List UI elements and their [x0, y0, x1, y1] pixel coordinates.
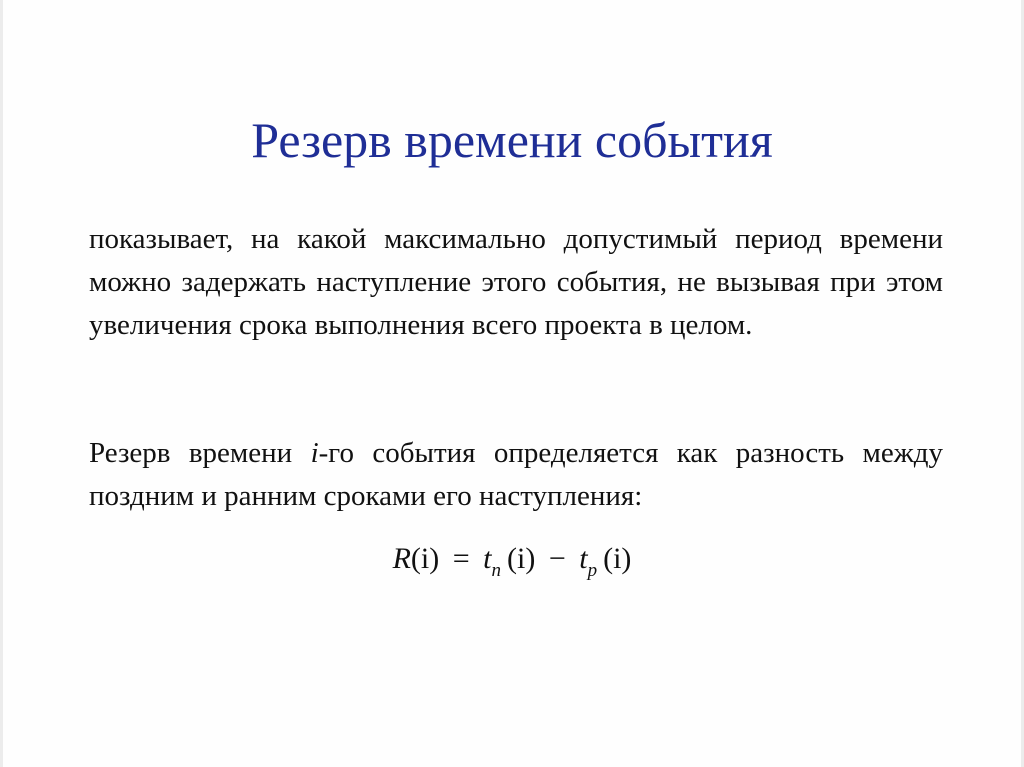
formula-lhs-arg: (i) — [410, 542, 440, 575]
rule-prefix: Резерв времени — [89, 437, 311, 469]
formula-equals: = — [452, 542, 470, 575]
definition-text: показывает, на какой максимально допустимый период времени можно задержать наступление этого события, не вызывая при этом увеличения срока выполнения всего проекта в целом. — [89, 223, 943, 341]
formula-t1-subscript: п — [491, 560, 501, 581]
slide-title: Резерв времени события — [251, 112, 773, 168]
formula-t1-symbol: t — [483, 542, 492, 575]
formula-lhs-symbol: R — [392, 542, 411, 575]
rule-suffix: -го события определяется как разность между поздним и ранним сроками его наступления: — [89, 437, 943, 512]
formula-t2-arg: (i) — [603, 542, 632, 575]
formula-t2-subscript: р — [587, 560, 598, 581]
rule-variable: i — [310, 437, 319, 469]
rule-text — [89, 432, 943, 518]
formula — [3, 542, 1021, 581]
formula-minus: − — [548, 542, 566, 575]
formula-t2-symbol: t — [579, 542, 588, 575]
formula-t1-arg: (i) — [507, 542, 536, 575]
